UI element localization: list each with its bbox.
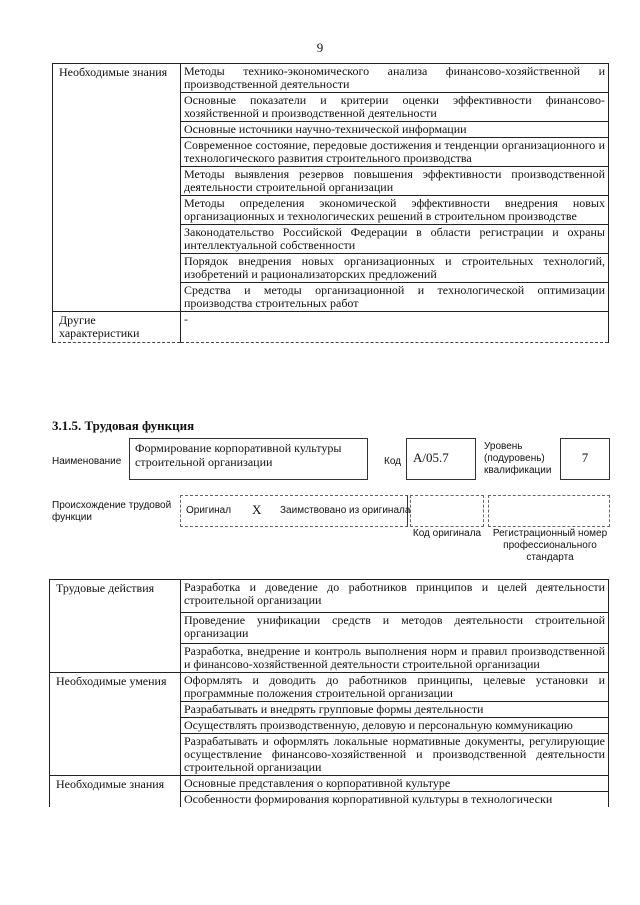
knowledge-item: Методы технико-экономического анализа финансово-хозяйственной и производственной деятельности: [181, 64, 609, 93]
code-value-box: [406, 438, 476, 480]
knowledge-item: Основные источники научно-технической информации: [181, 122, 609, 138]
row-label-actions: Трудовые действия: [50, 580, 181, 673]
reg-number-caption: Регистрационный номер профессионального стандарта: [492, 528, 608, 563]
action-item: Проведение унификации средств и методов деятельности строительной организации: [181, 613, 609, 644]
level-value: 7: [581, 450, 589, 465]
code-value: А/05.7: [413, 450, 449, 465]
row-label-knowledge-2: Необходимые знания: [50, 776, 181, 808]
knowledge-item: Порядок внедрения новых организационных и строительных технологий, изобретений и рационализаторских предложений: [181, 254, 609, 283]
labor-function-table: [49, 579, 609, 807]
level-label: Уровень (подуровень) квалификации: [484, 441, 552, 476]
knowledge-item: Особенности формирования корпоративной культуры в технологически: [181, 792, 609, 808]
name-value: Формирование корпоративной культуры строительной организации: [135, 441, 342, 469]
section-title: 3.1.5. Трудовая функция: [52, 418, 195, 433]
level-value-box: [560, 438, 610, 480]
knowledge-item: Методы определения экономической эффективности внедрения новых организационных и технологических решений в строительном производстве: [181, 196, 609, 225]
page-number: 9: [316, 40, 324, 55]
knowledge-item: Законодательство Российской Федерации в области регистрации и охраны интеллектуальной собственности: [181, 225, 609, 254]
skill-item: Разрабатывать и внедрять групповые формы деятельности: [181, 702, 609, 718]
knowledge-item: Основные показатели и критерии оценки эффективности финансово-хозяйственной и производственной деятельности: [181, 93, 609, 122]
code-label: Код: [384, 456, 402, 467]
knowledge-item: Средства и методы организационной и технологической оптимизации производства строительных работ: [181, 283, 609, 312]
borrowed-label: Заимствовано из оригинала: [280, 505, 411, 516]
knowledge-item: Современное состояние, передовые достижения и тенденции организационного и технологического развития строительного производства: [181, 138, 609, 167]
name-value-box: [129, 438, 368, 480]
origin-label: Происхождение трудовой функции: [52, 500, 172, 523]
skill-item: Разрабатывать и оформлять локальные нормативные документы, регулирующие осуществление финансово-хозяйственной и производственной деятельности строительной организации: [181, 734, 609, 776]
code-original-box: [410, 495, 484, 527]
action-item: Разработка, внедрение и контроль выполнения норм и правил производственной и финансово-хозяйственной деятельности строительной организации: [181, 644, 609, 673]
code-original-caption: Код оригинала: [412, 528, 482, 539]
other-item: -: [181, 312, 609, 343]
skill-item: Осуществлять производственную, деловую и персональную коммуникацию: [181, 718, 609, 734]
skill-item: Оформлять и доводить до работников принципы, целевые установки и программные положения строительной организации: [181, 673, 609, 702]
row-label-knowledge: Необходимые знания: [53, 64, 181, 312]
requirements-table-continued: [52, 63, 609, 343]
knowledge-item: Основные представления о корпоративной культуре: [181, 776, 609, 792]
original-label: Оригинал: [186, 505, 232, 516]
action-item: Разработка и доведение до работников принципов и целей деятельности строительной организации: [181, 580, 609, 613]
row-label-skills: Необходимые умения: [50, 673, 181, 776]
original-mark: X: [252, 502, 262, 517]
reg-number-box: [488, 495, 610, 527]
row-label-other: Другие характеристики: [53, 312, 181, 343]
knowledge-item: Методы выявления резервов повышения эффективности производственной деятельности строительной организации: [181, 167, 609, 196]
name-label: Наименование: [52, 456, 122, 467]
